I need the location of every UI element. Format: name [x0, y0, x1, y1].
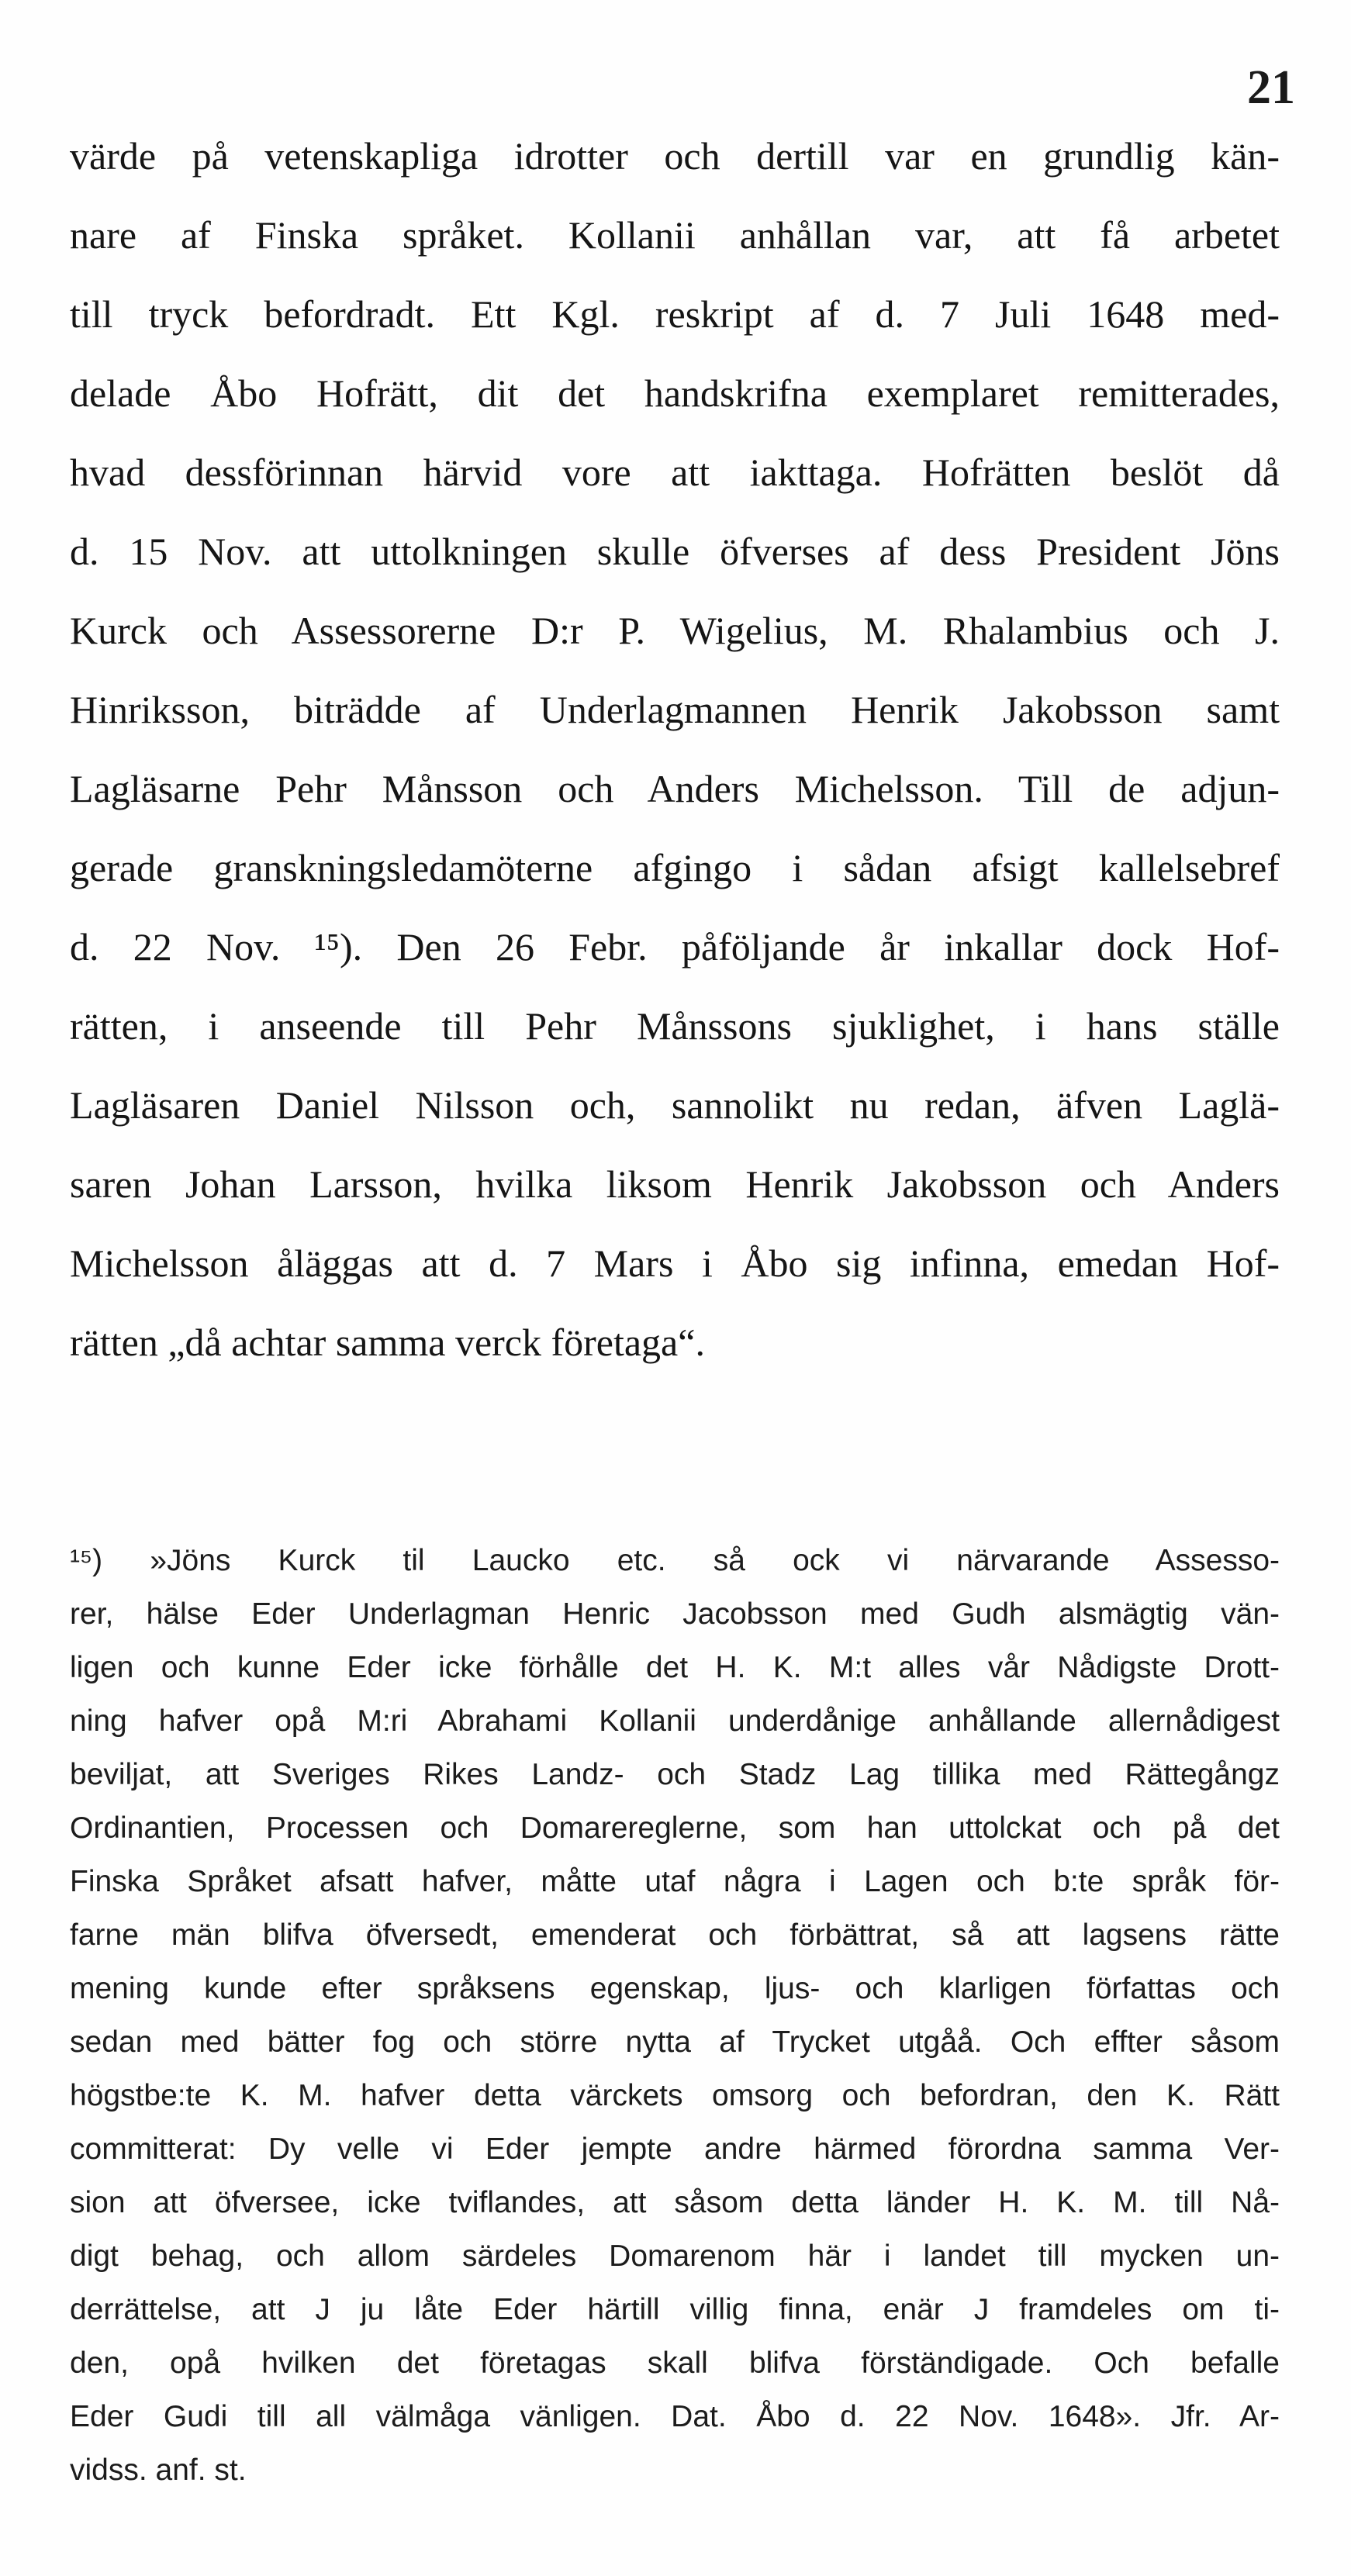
text-line: hvad dessförinnan härvid vore att iakttaga. Hofrätten beslöt då [70, 451, 1280, 494]
text-line: d. 22 Nov. ¹⁵). Den 26 Febr. påföljande år inkallar dock Hof- [70, 925, 1280, 969]
text-line: Lagläsaren Daniel Nilsson och, sannolikt nu redan, äfven Laglä- [70, 1083, 1280, 1127]
footnote-line: beviljat, att Sveriges Rikes Landz- och Stadz Lag tillika med Rättegångz [70, 1758, 1280, 1791]
footnote-line: derrättelse, att J ju låte Eder härtill villig finna, enär J framdeles om ti- [70, 2293, 1280, 2326]
text-line: saren Johan Larsson, hvilka liksom Henrik Jakobsson och Anders [70, 1162, 1280, 1206]
footnote-line: Ordinantien, Processen och Domarereglerne, som han uttolckat och på det [70, 1811, 1280, 1845]
footnote [70, 1534, 1280, 2497]
text-line: rätten „då achtar samma verck företaga“. [70, 1321, 705, 1364]
footnote-line: Finska Språket afsatt hafver, måtte utaf några i Lagen och b:te språk för- [70, 1865, 1280, 1898]
footnote-line: den, opå hvilken det företagas skall blifva förständigade. Och befalle [70, 2346, 1280, 2380]
footnote-line: committerat: Dy velle vi Eder jempte andre härmed förordna samma Ver- [70, 2132, 1280, 2166]
footnote-line: ning hafver opå M:ri Abrahami Kollanii underdånige anhållande allernådigest [70, 1704, 1280, 1738]
text-line: d. 15 Nov. att uttolkningen skulle öfverses af dess President Jöns [70, 530, 1280, 573]
footnote-line: sedan med bätter fog och större nytta af Trycket utgåå. Och effter såsom [70, 2025, 1280, 2059]
text-line: rätten, i anseende till Pehr Månssons sjuklighet, i hans ställe [70, 1004, 1280, 1048]
footnote-line: högstbe:te K. M. hafver detta värckets omsorg och befordran, den K. Rätt [70, 2079, 1280, 2112]
text-line: Hinriksson, biträdde af Underlagmannen Henrik Jakobsson samt [70, 688, 1280, 731]
footnote-line: rer, hälse Eder Underlagman Henric Jacobsson med Gudh alsmägtig vän- [70, 1597, 1280, 1631]
main-text [70, 116, 1280, 1382]
page-number: 21 [1247, 61, 1295, 114]
text-line: Lagläsarne Pehr Månsson och Anders Michelsson. Till de adjun- [70, 767, 1280, 810]
text-line: värde på vetenskapliga idrotter och dertill var en grundlig kän- [70, 134, 1280, 178]
footnote-line: mening kunde efter språksens egenskap, ljus- och klarligen författas och [70, 1972, 1280, 2005]
footnote-line: sion att öfversee, icke tviflandes, att såsom detta länder H. K. M. till Nå- [70, 2186, 1280, 2219]
footnote-line: ligen och kunne Eder icke förhålle det H. K. M:t alles vår Nådigste Drott- [70, 1651, 1280, 1684]
footnote-line: digt behag, och allom särdeles Domarenom här i landet till mycken un- [70, 2239, 1280, 2273]
text-line: nare af Finska språket. Kollanii anhållan var, att få arbetet [70, 213, 1280, 257]
text-line: Kurck och Assessorerne D:r P. Wigelius, M. Rhalambius och J. [70, 609, 1280, 652]
text-line: till tryck befordradt. Ett Kgl. reskript af d. 7 Juli 1648 med- [70, 292, 1280, 336]
footnote-line: vidss. anf. st. [70, 2453, 247, 2487]
text-line: Michelsson åläggas att d. 7 Mars i Åbo sig infinna, emedan Hof- [70, 1241, 1280, 1285]
footnote-line: ¹⁵) »Jöns Kurck til Laucko etc. så ock vi närvarande Assesso- [70, 1544, 1280, 1577]
footnote-line: Eder Gudi till all välmåga vänligen. Dat. Åbo d. 22 Nov. 1648». Jfr. Ar- [70, 2400, 1280, 2433]
text-line: gerade granskningsledamöterne afgingo i sådan afsigt kallelsebref [70, 846, 1280, 889]
text-line: delade Åbo Hofrätt, dit det handskrifna exemplaret remitterades, [70, 371, 1280, 415]
footnote-line: farne män blifva öfversedt, emenderat och förbättrat, så att lagsens rätte [70, 1918, 1280, 1952]
